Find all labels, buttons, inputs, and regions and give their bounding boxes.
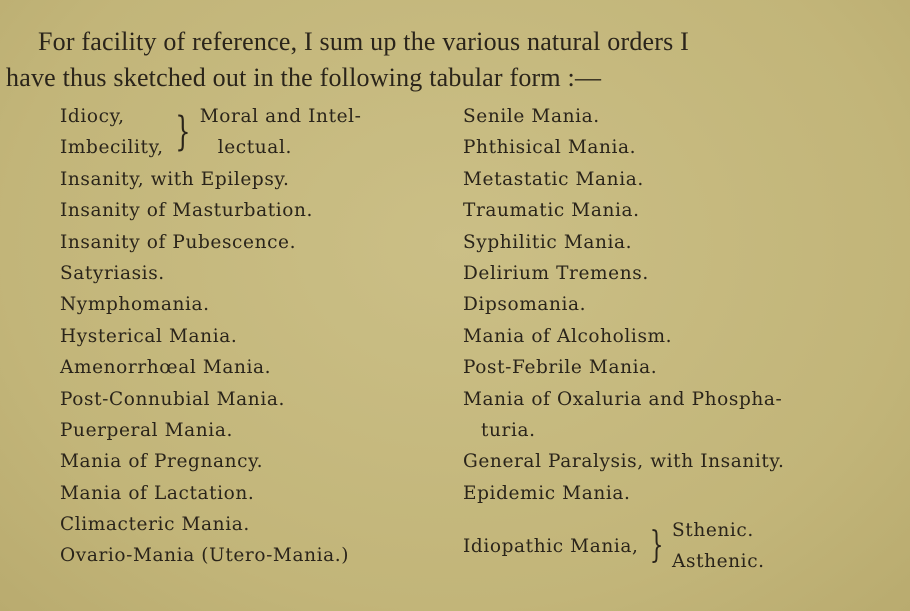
list-item: Amenorrhœal Mania. xyxy=(60,357,272,379)
list-item: Satyriasis. xyxy=(60,262,165,284)
list-item: Ovario-Mania (Utero-Mania.) xyxy=(60,545,350,567)
left-column xyxy=(60,101,450,572)
list-item: General Paralysis, with Insanity. xyxy=(463,451,785,473)
list-item: Senile Mania. xyxy=(463,106,600,127)
list-item: Idiocy, xyxy=(60,106,125,127)
list-item: Mania of Lactation. xyxy=(60,482,255,504)
list-item: Insanity, with Epilepsy. xyxy=(60,168,290,190)
list-item: Hysterical Mania. xyxy=(60,325,238,347)
list-item: Imbecility, xyxy=(60,137,164,159)
list-item: Metastatic Mania. xyxy=(463,168,644,190)
list-item: Mania of Pregnancy. xyxy=(60,451,264,473)
list-item: Traumatic Mania. xyxy=(463,200,640,222)
list-item: Post-Febrile Mania. xyxy=(463,357,658,379)
list-item: Insanity of Masturbation. xyxy=(60,200,314,222)
list-item: Dipsomania. xyxy=(463,294,587,316)
list-item: Insanity of Pubescence. xyxy=(60,231,297,253)
list-item: Delirium Tremens. xyxy=(463,262,649,284)
brace-label: lectual. xyxy=(217,137,292,159)
intro-line-1: For facility of reference, I sum up the various natural orders I xyxy=(38,27,690,56)
list-item: Mania of Oxaluria and Phospha- xyxy=(463,388,783,410)
list-item: Syphilitic Mania. xyxy=(463,231,633,253)
list-item: Phthisical Mania. xyxy=(463,137,637,159)
left-brace-group xyxy=(60,101,450,164)
brace-icon: } xyxy=(174,109,191,156)
brace-option: Asthenic. xyxy=(672,551,765,573)
right-column xyxy=(463,101,903,578)
list-item: Climacteric Mania. xyxy=(60,514,250,536)
right-brace-group xyxy=(463,515,903,578)
brace-label: Moral and Intel- xyxy=(199,106,362,127)
list-item: Nymphomania. xyxy=(60,294,210,316)
list-item: Epidemic Mania. xyxy=(463,482,631,504)
list-item-continuation: turia. xyxy=(481,419,536,441)
brace-icon: } xyxy=(649,525,664,567)
list-item: Mania of Alcoholism. xyxy=(463,325,673,347)
list-item: Puerperal Mania. xyxy=(60,419,233,441)
intro-paragraph xyxy=(6,24,896,96)
brace-option: Sthenic. xyxy=(672,520,754,542)
list-item: Idiopathic Mania, xyxy=(463,535,639,557)
list-item: Post-Connubial Mania. xyxy=(60,388,285,410)
intro-line-2: have thus sketched out in the following tabular form :— xyxy=(6,63,602,92)
